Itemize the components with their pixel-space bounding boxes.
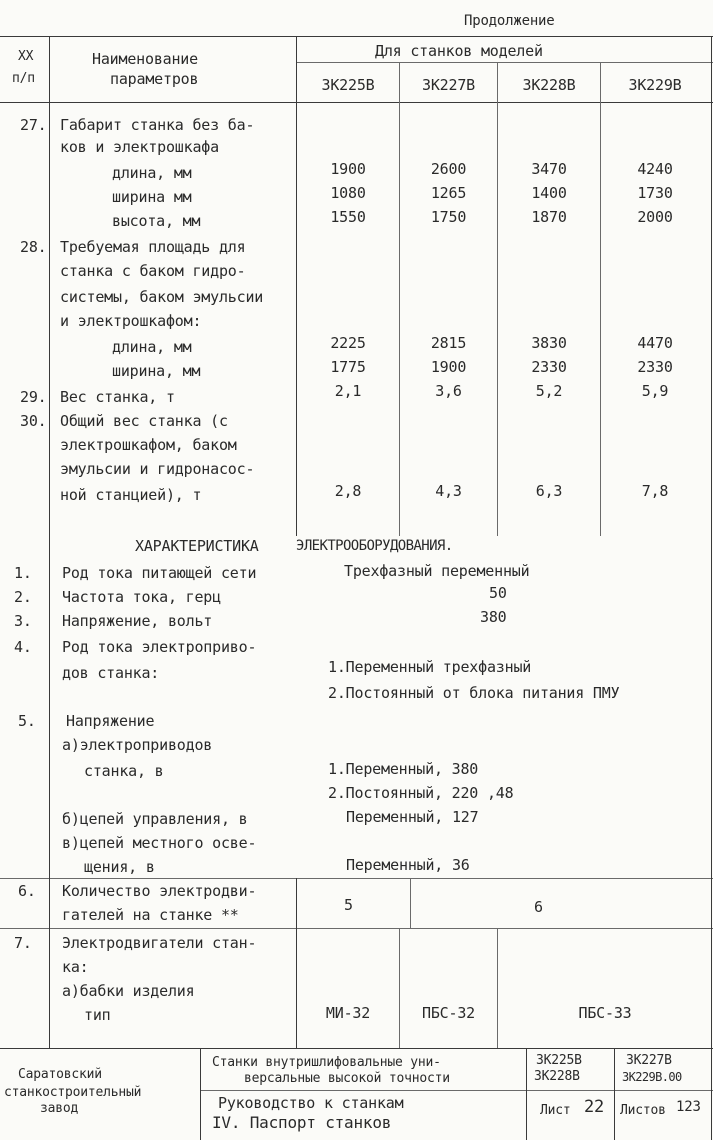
row28-length-value-4: 4470 [637,334,673,352]
electro6-value-2: 6 [534,898,543,916]
row30-label-line2: электрошкафом, баком [60,436,237,454]
electro4-value-1: 1.Переменный трехфазный [328,658,532,676]
param-header-line2: параметров [110,70,199,88]
electro6-label-line2: гателей на станке ** [62,906,239,924]
row27-width-value-3: 1400 [531,184,567,202]
sheet-label: Лист [540,1103,571,1118]
row27-height-value-3: 1870 [531,208,567,226]
num-column-divider [49,36,50,1048]
footer-models-rule [526,1090,713,1091]
row30-label-line1: Общий вес станка (с [60,412,228,430]
section-title-left: ХАРАКТЕРИСТИКА [135,537,259,555]
num-header-line1: ХХ [18,49,34,64]
sheet-number: 22 [584,1097,605,1117]
row6-bottom-rule [0,928,713,929]
electro4-value-2: 2.Постоянный от блока питания ПМУ [328,684,620,702]
electro5-value-1: 1.Переменный, 380 [328,760,479,778]
model-divider-1 [399,62,400,536]
row28-label-line3: системы, баком эмульсии [60,288,264,306]
row27-width-value-1: 1080 [330,184,366,202]
row27-height-label: высота, мм [112,212,201,230]
electro7-number: 7. [14,934,32,952]
plant-name-line1: Саратовский [18,1067,102,1082]
row27-length-value-1: 1900 [330,160,366,178]
product-title-line2: версальные высокой точности [244,1071,450,1086]
electro7-label-line4: тип [84,1006,111,1024]
stamp-model-b2: 3К229В.00 [622,1070,682,1084]
model-divider-1-lower [399,928,400,1048]
row30-label-line4: ной станцией), т [60,486,202,504]
model-header-4: 3К229В [628,76,682,94]
row28-number: 28. [20,238,47,256]
model-divider-2 [497,62,498,536]
stamp-model-a1: 3К225В [536,1053,582,1068]
model-header-3: 3К228В [522,76,576,94]
models-group-rule [296,62,713,63]
row27-label-line1: Габарит станка без ба- [60,116,255,134]
row27-length-value-4: 4240 [637,160,673,178]
row28-length-value-2: 2815 [430,334,467,352]
electro5-value-3: Переменный, 127 [346,808,479,826]
electro7-value-2: ПБС-32 [422,1004,475,1022]
electro6-number: 6. [18,882,36,900]
electro5-label-line6: в)цепей местного осве- [62,834,257,852]
row27-length-value-3: 3470 [531,160,567,178]
electro2-label: Частота тока, герц [62,588,221,606]
electro6-label-line1: Количество электродви- [62,882,257,900]
row28-width-value-2: 1900 [430,358,467,376]
stamp-model-a2: 3К228В [534,1069,580,1084]
electro5-label-line3: станка, в [84,762,164,780]
plant-name-line3: завод [40,1101,79,1116]
plant-name-line2: станкостроительный [4,1085,142,1100]
row27-height-value-2: 1750 [430,208,467,226]
sheets-label: Листов [620,1103,666,1118]
row29-label: Вес станка, т [60,388,175,406]
footer-divider-3 [614,1048,615,1140]
electro1-label: Род тока питающей сети [62,564,257,582]
row29-value-2: 3,6 [435,382,462,400]
row29-value-1: 2,1 [334,382,362,400]
row28-length-label: длина, мм [112,338,192,356]
row28-width-value-3: 2330 [531,358,567,376]
electro5-number: 5. [18,712,36,730]
model-divider-2-lower [497,928,498,1048]
row6-divider [410,878,411,928]
row27-height-value-1: 1550 [330,208,366,226]
row29-value-4: 5,9 [641,382,669,400]
electro5-value-2: 2.Постоянный, 220 ,48 [328,784,514,802]
row27-length-label: длина, мм [112,164,192,182]
electro5-label-line7: щения, в [84,858,155,876]
row28-length-value-3: 3830 [531,334,567,352]
header-bottom-rule [0,102,713,103]
doc-title-line2: IV. Паспорт станков [212,1113,392,1132]
footer-divider-2 [526,1048,527,1140]
row28-width-label: ширина, мм [112,362,201,380]
electro5-label-line2: а)электроприводов [62,736,213,754]
row27-number: 27. [20,116,47,134]
electro4-label-line1: Род тока электроприво- [62,638,257,656]
row28-length-value-1: 2225 [330,334,366,352]
footer-mid-rule [200,1090,526,1091]
model-divider-3 [600,62,601,536]
electro2-value: 50 [489,584,507,602]
electro7-label-line3: а)бабки изделия [62,982,195,1000]
electro7-label-line2: ка: [62,958,89,976]
param-column-divider [296,36,297,536]
row30-value-2: 4,3 [435,482,462,500]
continuation-label: Продолжение [464,13,555,29]
electro4-label-line2: дов станка: [62,664,160,682]
row28-label-line2: станка с баком гидро- [60,262,246,280]
stamp-model-b1: 3К227В [626,1053,672,1068]
param-header-line1: Наименование [92,50,198,68]
electro3-label: Напряжение, вольт [62,612,213,630]
row28-label-line1: Требуемая площадь для [60,238,246,256]
electro7-value-3: ПБС-33 [578,1004,632,1022]
model-header-2: 3К227В [422,76,475,94]
row6-top-rule [0,878,713,879]
footer-top-rule [0,1048,713,1049]
electro3-value: 380 [480,608,507,626]
row30-label-line3: эмульсии и гидронасос- [60,460,255,478]
electro5-value-4: Переменный, 36 [346,856,470,874]
table-top-rule [0,36,713,37]
num-header-line2: п/п [12,71,35,86]
row27-width-value-4: 1730 [637,184,673,202]
electro4-number: 4. [14,638,32,656]
row30-value-1: 2,8 [334,482,362,500]
electro1-number: 1. [14,564,32,582]
row29-number: 29. [20,388,47,406]
electro3-number: 3. [14,612,32,630]
row30-value-3: 6,3 [535,482,563,500]
row27-length-value-2: 2600 [430,160,467,178]
model-header-1: 3К225В [321,76,375,94]
electro5-label-line1: Напряжение [66,712,155,730]
models-group-header: Для станков моделей [375,42,543,60]
row27-width-label: ширина мм [112,188,192,206]
sheets-total: 123 [676,1099,701,1115]
electro2-number: 2. [14,588,32,606]
row29-value-3: 5,2 [535,382,563,400]
row28-width-value-1: 1775 [330,358,366,376]
electro7-label-line1: Электродвигатели стан- [62,934,257,952]
section-title-right: ЭЛЕКТРООБОРУДОВАНИЯ. [296,538,453,554]
doc-title-line1: Руководство к станкам [218,1094,404,1112]
row27-label-line2: ков и электрошкафа [60,138,219,156]
product-title-line1: Станки внутришлифовальные уни- [212,1055,441,1070]
electro7-value-1: МИ-32 [325,1004,371,1022]
row27-width-value-2: 1265 [430,184,467,202]
row30-value-4: 7,8 [641,482,669,500]
footer-divider-1 [200,1048,201,1140]
param-column-divider-lower [296,878,297,1048]
electro1-value: Трехфазный переменный [344,562,530,580]
row28-width-value-4: 2330 [637,358,673,376]
electro5-label-line5: б)цепей управления, в [62,810,248,828]
row27-height-value-4: 2000 [637,208,673,226]
page-right-border [711,36,712,1140]
row30-number: 30. [20,412,47,430]
electro6-value-1: 5 [344,896,353,914]
row28-label-line4: и электрошкафом: [60,312,202,330]
